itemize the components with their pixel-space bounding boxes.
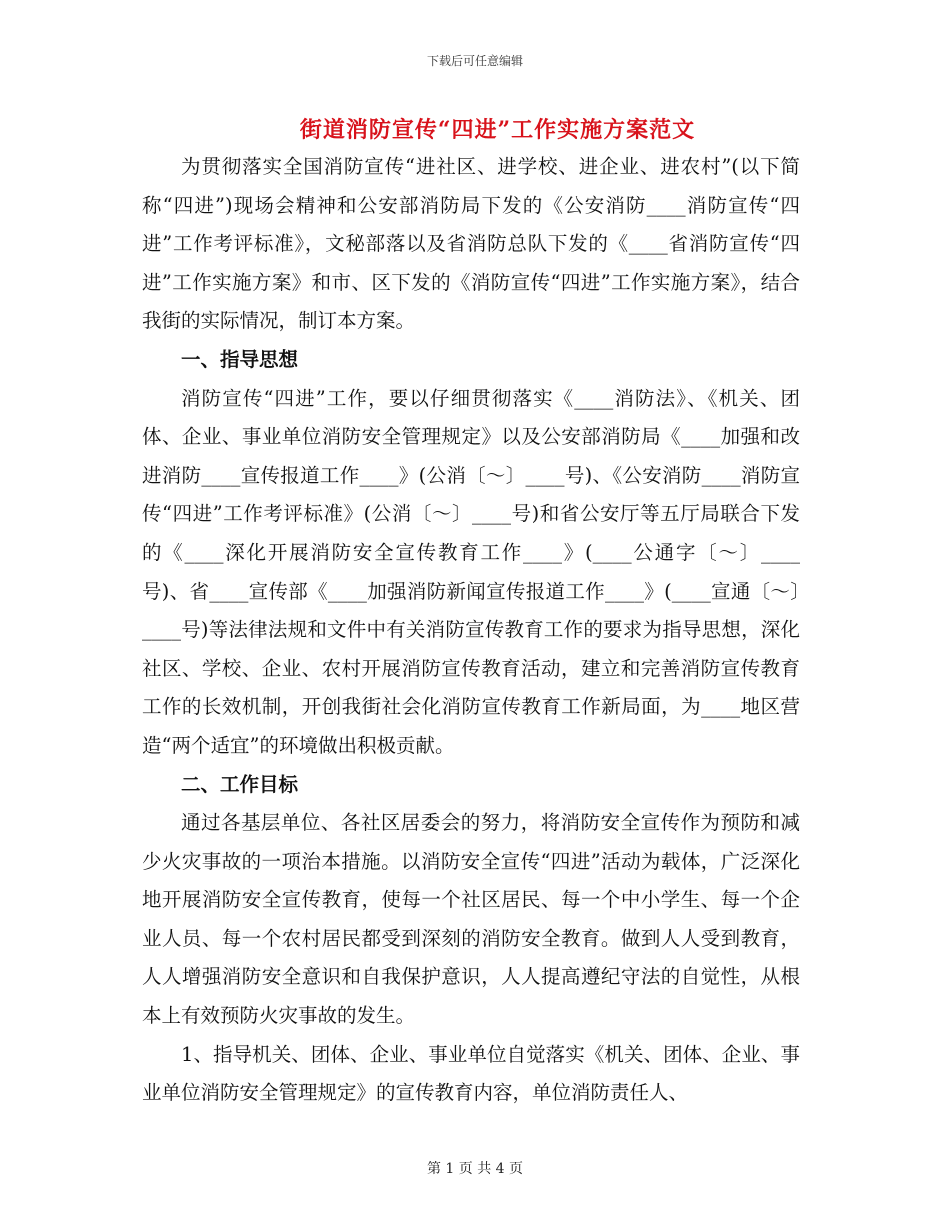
- paragraph-work-goals: 通过各基层单位、各社区居委会的努力，将消防安全宣传作为预防和减少火灾事故的一项治本措施。以消防安全宣传“四进”活动为载体，广泛深化地开展消防安全宣传教育，使每一个社区居民、每一个中小学生、每一个企业人员、每一个农村居民都受到深刻的消防安全教育。做到人人受到教育，人人增强消防安全意识和自我保护意识，人人提高遵纪守法的自觉性，从根本上有效预防火灾事故的发生。: [142, 811, 800, 1028]
- header-note: 下载后可任意编辑: [426, 54, 523, 68]
- document-body: [142, 148, 800, 1113]
- page-title: 街道消防宣传“四进”工作实施方案范文: [299, 117, 696, 143]
- paragraph-intro: 为贯彻落实全国消防宣传“进社区、进学校、进企业、进农村”(以下简称“四进”)现场会精神和公安部消防局下发的《公安消防____消防宣传“四进”工作考评标准》，文秘部落以及省消防总队下发的《____省消防宣传“四进”工作实施方案》和市、区下发的《消防宣传“四进”工作实施方案》，结合我街的实际情况，制订本方案。: [142, 155, 800, 333]
- section-heading-work-goals: 二、工作目标: [181, 772, 299, 796]
- page-footer: 第 1 页 共 4 页: [426, 1161, 524, 1177]
- paragraph-item-1: 1、指导机关、团体、企业、事业单位自觉落实《机关、团体、企业、事业单位消防安全管理规定》的宣传教育内容，单位消防责任人、: [142, 1042, 800, 1105]
- paragraph-guiding-ideology: 消防宣传“四进”工作，要以仔细贯彻落实《____消防法》、《机关、团体、企业、事业单位消防安全管理规定》以及公安部消防局《____加强和改进消防____宣传报道工作____》(公消〔～〕____号)、《公安消防____消防宣传“四进”工作考评标准》(公消〔～〕____号)和省公安厅等五厅局联合下发的《____深化开展消防安全宣传教育工作____》(____公通字〔～〕____号)、省____宣传部《____加强消防新闻宣传报道工作____》(____宣通〔～〕____号)等法律法规和文件中有关消防宣传教育工作的要求为指导思想，深化社区、学校、企业、农村开展消防宣传教育活动，建立和完善消防宣传教育工作的长效机制，开创我街社会化消防宣传教育工作新局面，为____地区营造“两个适宜”的环境做出积极贡献。: [142, 386, 800, 757]
- section-heading-guiding-ideology: 一、指导思想: [181, 347, 299, 371]
